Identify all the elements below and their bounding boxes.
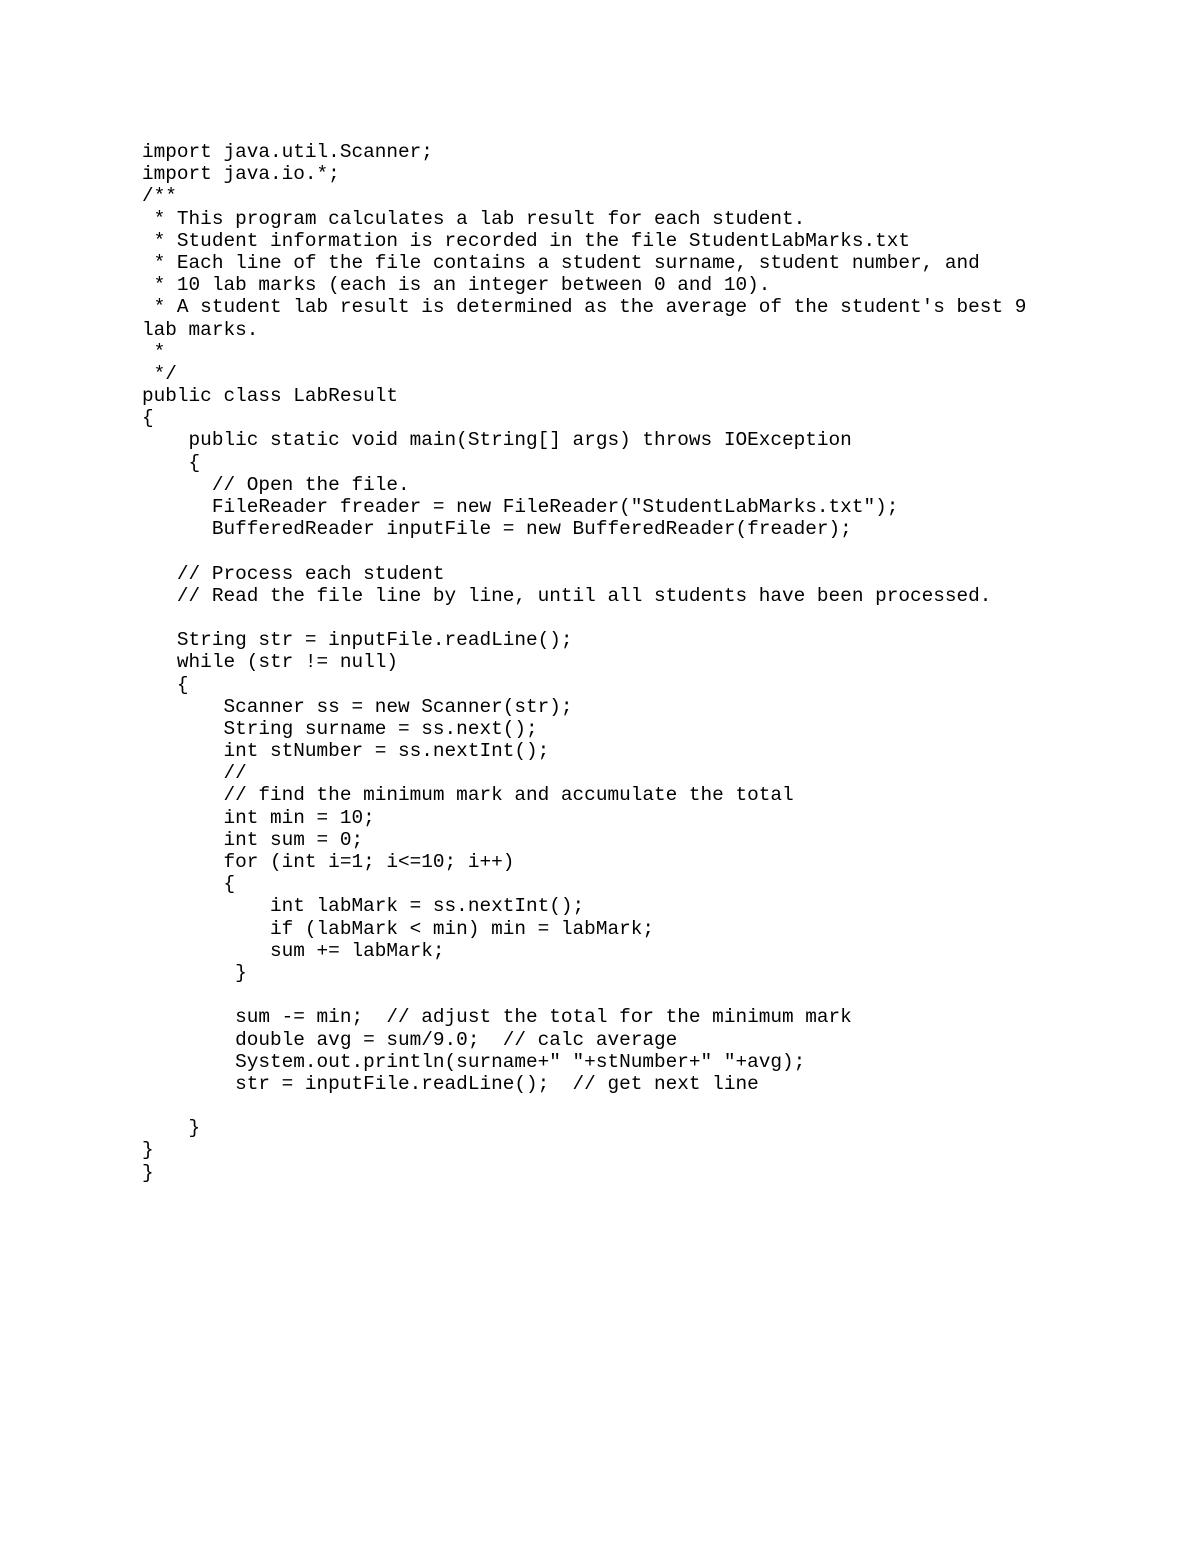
code-line	[142, 540, 1162, 562]
code-line: int sum = 0;	[142, 828, 364, 851]
code-line: }	[142, 1139, 154, 1162]
code-line: // Read the file line by line, until all students have been processed.	[142, 584, 992, 607]
code-line: String str = inputFile.readLine();	[142, 629, 573, 652]
code-line: import java.io.*;	[142, 163, 340, 186]
code-line: // find the minimum mark and accumulate the total	[142, 784, 794, 807]
code-line	[142, 607, 1162, 629]
code-line: * 10 lab marks (each is an integer between 0 and 10).	[142, 274, 771, 297]
code-line: *	[142, 340, 166, 363]
code-line: }	[142, 961, 247, 984]
code-line: while (str != null)	[142, 651, 398, 674]
code-line: int stNumber = ss.nextInt();	[142, 740, 550, 763]
code-line	[142, 984, 1162, 1006]
code-line: String surname = ss.next();	[142, 717, 538, 740]
code-line: int labMark = ss.nextInt();	[142, 895, 585, 918]
code-line: for (int i=1; i<=10; i++)	[142, 851, 515, 873]
code-line: public static void main(String[] args) throws IOException	[142, 429, 852, 452]
code-line: // Process each student	[142, 562, 445, 585]
code-line: FileReader freader = new FileReader("StudentLabMarks.txt");	[142, 496, 899, 518]
code-listing	[142, 141, 1162, 1184]
code-line: System.out.println(surname+" "+stNumber+" "+avg);	[142, 1050, 806, 1073]
code-line: }	[142, 1161, 154, 1184]
code-line: * This program calculates a lab result for each student.	[142, 207, 806, 230]
code-line: double avg = sum/9.0; // calc average	[142, 1028, 678, 1051]
code-line: //	[142, 762, 247, 785]
code-line	[142, 1095, 1162, 1117]
code-line: public class LabResult	[142, 385, 398, 408]
code-line: {	[142, 407, 154, 430]
code-line: str = inputFile.readLine(); // get next line	[142, 1072, 759, 1095]
code-line: BufferedReader inputFile = new BufferedReader(freader);	[142, 518, 852, 541]
code-line: if (labMark < min) min = labMark;	[142, 917, 654, 940]
code-line: }	[142, 1117, 201, 1140]
code-line: * A student lab result is determined as the average of the student's best 9	[142, 296, 1027, 319]
code-line: sum -= min; // adjust the total for the minimum mark	[142, 1006, 852, 1029]
code-line: * Student information is recorded in the file StudentLabMarks.txt	[142, 229, 910, 252]
code-line: {	[142, 451, 201, 474]
code-line: int min = 10;	[142, 806, 375, 829]
code-line: // Open the file.	[142, 473, 410, 496]
code-line: import java.util.Scanner;	[142, 141, 433, 163]
code-line: {	[142, 873, 236, 896]
code-line: sum += labMark;	[142, 939, 445, 962]
code-line: */	[142, 362, 177, 385]
code-line: lab marks.	[142, 318, 259, 341]
code-line: * Each line of the file contains a student surname, student number, and	[142, 251, 980, 274]
code-line: {	[142, 673, 189, 696]
code-line: Scanner ss = new Scanner(str);	[142, 695, 573, 718]
code-line: /**	[142, 185, 177, 208]
